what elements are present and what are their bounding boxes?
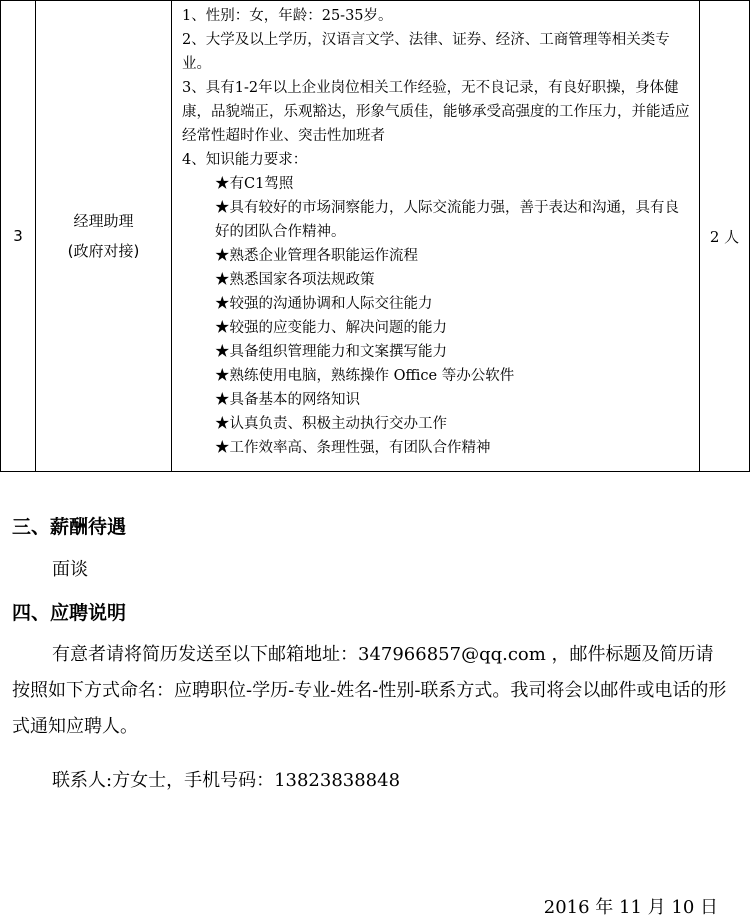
row-number: 3 xyxy=(1,1,36,472)
skill-item: ★工作效率高、条理性强，有团队合作精神 xyxy=(215,440,491,456)
application-text: 有意者请将简历发送至以下邮箱地址：347966857@qq.com ，邮件标题及简历请按照如下方式命名：应聘职位-学历-专业-姓名-性别-联系方式。我司将会以邮件或电话的形式通知应聘人。 xyxy=(12,644,727,737)
headcount: 2 人 xyxy=(700,1,750,472)
salary-text: 面谈 xyxy=(52,559,88,580)
application-heading: 四、应聘说明 xyxy=(12,602,127,624)
skill-item: ★具备基本的网络知识 xyxy=(215,392,360,408)
document-date: 2016 年 11 月 10 日 xyxy=(543,897,718,918)
salary-heading: 三、薪酬待遇 xyxy=(12,516,127,538)
requirement-item: 2、大学及以上学历，汉语言文学、法律、证券、经济、工商管理等相关类专业。 xyxy=(182,32,670,72)
skill-item: ★熟练使用电脑，熟练操作 Office 等办公软件 xyxy=(215,368,515,384)
table-row xyxy=(1,1,750,472)
position-subtitle: (政府对接) xyxy=(67,242,140,260)
skill-item: ★认真负责、积极主动执行交办工作 xyxy=(215,416,447,432)
requirement-item: 1、性别：女，年龄：25-35岁。 xyxy=(182,8,393,24)
skill-item: ★较强的应变能力、解决问题的能力 xyxy=(215,320,447,336)
skill-item: ★较强的沟通协调和人际交往能力 xyxy=(215,296,433,312)
position-title: 经理助理 xyxy=(73,212,134,230)
skill-item: ★熟悉国家各项法规政策 xyxy=(215,272,375,288)
skill-item: ★具有较好的市场洞察能力，人际交流能力强，善于表达和沟通，具有良好的团队合作精神。 xyxy=(215,200,679,240)
position-title-cell xyxy=(36,1,172,472)
skill-item: ★熟悉企业管理各职能运作流程 xyxy=(215,248,418,264)
skill-item: ★有C1驾照 xyxy=(215,176,294,192)
requirements-cell xyxy=(172,1,700,472)
requirement-item: 3、具有1-2年以上企业岗位相关工作经验，无不良记录，有良好职操，身体健康，品貌端正，乐观豁达，形象气质佳，能够承受高强度的工作压力，并能适应经常性超时作业、突击性加班者 xyxy=(182,80,690,144)
skill-item: ★具备组织管理能力和文案撰写能力 xyxy=(215,344,447,360)
contact-info: 联系人:方女士，手机号码：13823838848 xyxy=(52,770,401,791)
requirement-item: 4、知识能力要求： xyxy=(182,152,308,168)
